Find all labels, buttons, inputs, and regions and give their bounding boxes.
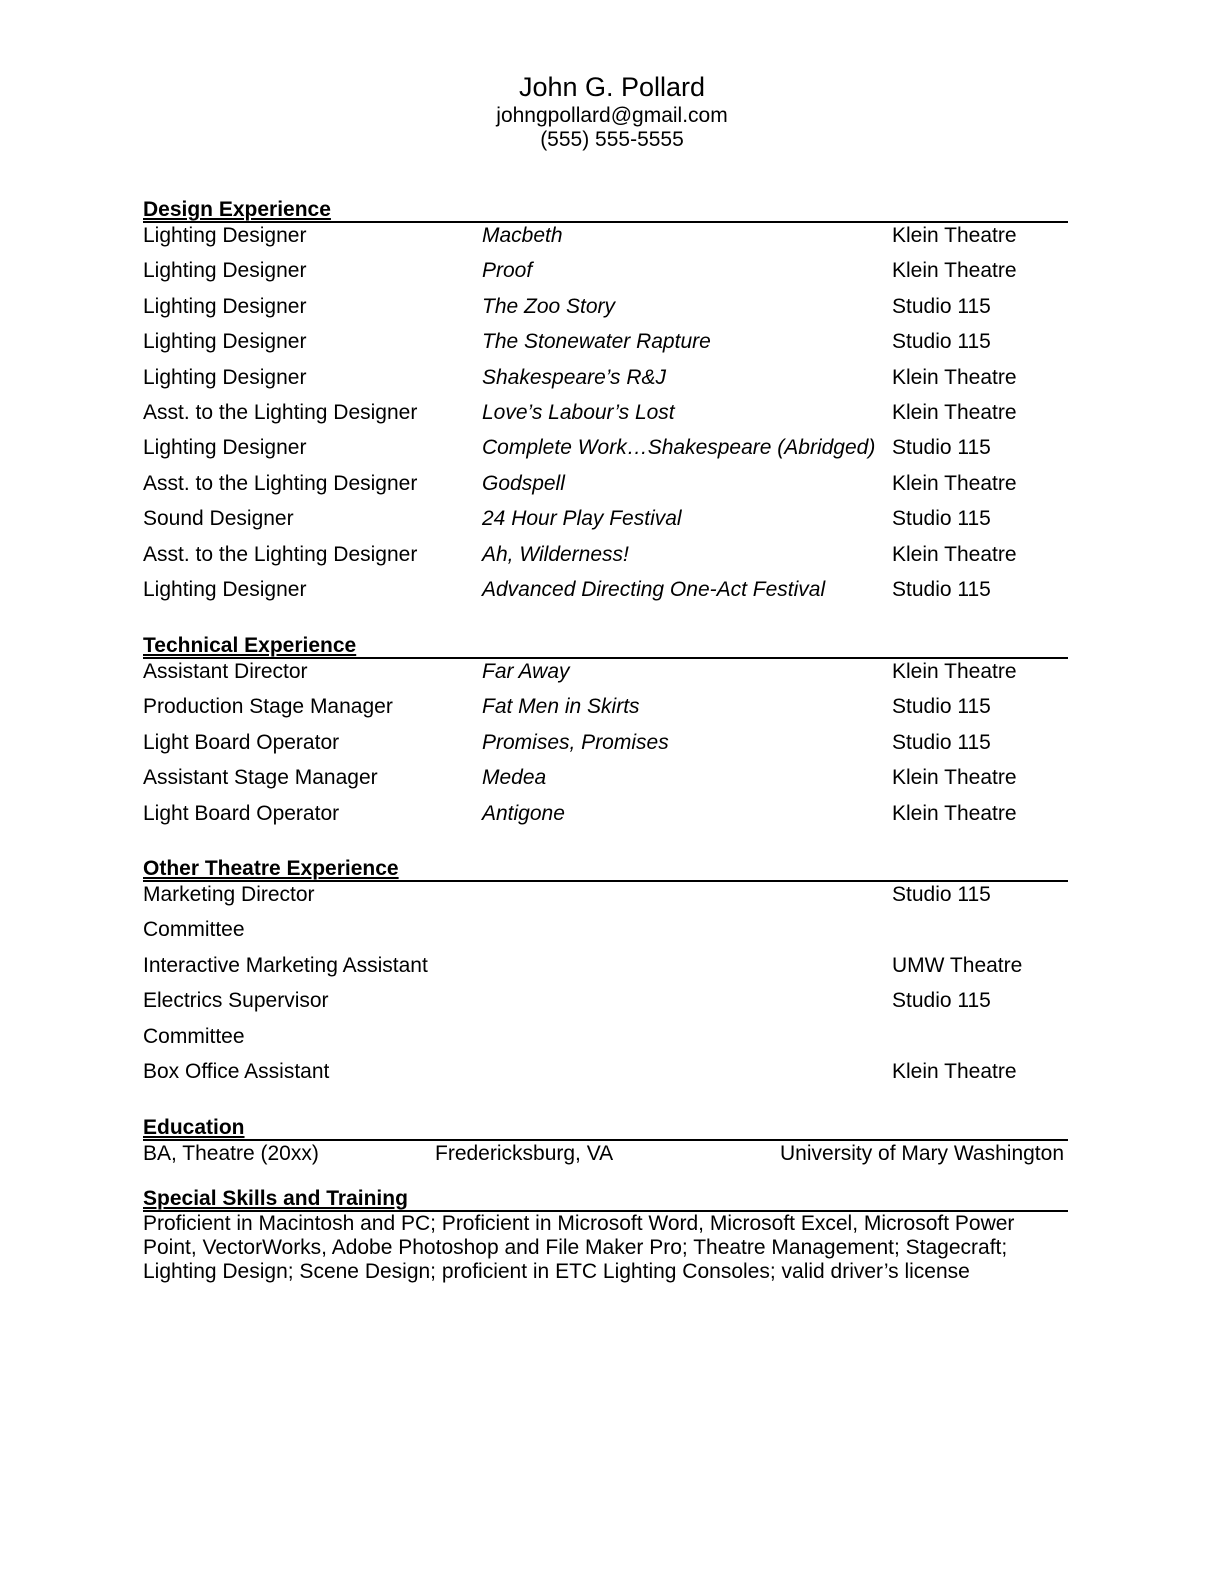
technical-experience-section	[143, 635, 1068, 836]
section-title-design: Design Experience	[143, 199, 1068, 223]
section-title-technical: Technical Experience	[143, 635, 1068, 659]
show-title: The Zoo Story	[482, 294, 616, 318]
design-row	[143, 258, 1068, 293]
venue: Studio 115	[892, 695, 991, 719]
section-title-skills: Special Skills and Training	[143, 1188, 1068, 1212]
other-row	[143, 882, 1068, 917]
design-row	[143, 223, 1068, 258]
role: Production Stage Manager	[143, 695, 393, 719]
venue: Studio 115	[892, 577, 991, 601]
venue: Klein Theatre	[892, 400, 1017, 424]
venue: Klein Theatre	[892, 365, 1017, 389]
show-title: Proof	[482, 259, 533, 283]
role: Lighting Designer	[143, 365, 307, 389]
role: Interactive Marketing Assistant	[143, 953, 428, 977]
show-title: Promises, Promises	[482, 730, 669, 754]
school-name: University of Mary Washington	[780, 1142, 1064, 1165]
role: Lighting Designer	[143, 330, 307, 354]
role: Light Board Operator	[143, 801, 340, 825]
venue: Studio 115	[892, 294, 991, 318]
other-row	[143, 1024, 1068, 1059]
show-title: Antigone	[482, 801, 565, 825]
role: Asst. to the Lighting Designer	[143, 471, 418, 495]
design-row	[143, 506, 1068, 541]
education-row	[143, 1141, 1068, 1167]
skills-line: Point, VectorWorks, Adobe Photoshop and File Maker Pro; Theatre Management; Stagecraft;	[143, 1236, 1008, 1259]
venue: Klein Theatre	[892, 471, 1017, 495]
design-row	[143, 577, 1068, 612]
venue: Klein Theatre	[892, 259, 1017, 283]
role: Lighting Designer	[143, 259, 307, 283]
degree: BA, Theatre (20xx)	[143, 1142, 319, 1165]
technical-row	[143, 694, 1068, 729]
design-row	[143, 365, 1068, 400]
venue: Studio 115	[892, 330, 991, 354]
role: Box Office Assistant	[143, 1059, 330, 1083]
venue: Studio 115	[892, 730, 991, 754]
other-experience-section	[143, 858, 1068, 1094]
technical-row	[143, 730, 1068, 765]
design-row	[143, 435, 1068, 470]
design-rows	[143, 223, 1068, 612]
show-title: Shakespeare’s R&J	[482, 365, 667, 389]
phone-number: (555) 555-5555	[540, 128, 684, 151]
other-row	[143, 988, 1068, 1023]
role: Lighting Designer	[143, 224, 307, 247]
other-row	[143, 917, 1068, 952]
role: Marketing Director	[143, 883, 315, 906]
show-title: Fat Men in Skirts	[482, 695, 640, 719]
other-row	[143, 1059, 1068, 1094]
design-row	[143, 542, 1068, 577]
show-title: Far Away	[482, 660, 570, 683]
venue: Klein Theatre	[892, 766, 1017, 790]
venue: Studio 115	[892, 507, 991, 531]
venue: Studio 115	[892, 883, 991, 906]
show-title: Godspell	[482, 471, 565, 495]
technical-row	[143, 659, 1068, 694]
show-title: 24 Hour Play Festival	[482, 507, 682, 531]
role: Asst. to the Lighting Designer	[143, 542, 418, 566]
venue: Studio 115	[892, 436, 991, 460]
skills-line: Lighting Design; Scene Design; proficient in ETC Lighting Consoles; valid driver’s license	[143, 1260, 970, 1283]
role: Committee	[143, 1024, 245, 1048]
venue: Klein Theatre	[892, 224, 1017, 247]
design-row	[143, 400, 1068, 435]
role: Lighting Designer	[143, 436, 307, 460]
show-title: Advanced Directing One-Act Festival	[482, 577, 826, 601]
other-row	[143, 953, 1068, 988]
venue: Klein Theatre	[892, 542, 1017, 566]
applicant-name: John G. Pollard	[518, 72, 706, 102]
role: Asst. to the Lighting Designer	[143, 400, 418, 424]
venue: Klein Theatre	[892, 1059, 1017, 1083]
show-title: Complete Work…Shakespeare (Abridged)	[482, 436, 876, 460]
role: Committee	[143, 918, 245, 942]
education-section	[143, 1117, 1068, 1167]
skills-text	[143, 1212, 1068, 1284]
role: Electrics Supervisor	[143, 989, 329, 1013]
venue: Klein Theatre	[892, 660, 1017, 683]
school-location: Fredericksburg, VA	[435, 1142, 614, 1165]
resume-header	[0, 70, 1224, 152]
skills-section	[143, 1188, 1068, 1284]
section-title-other: Other Theatre Experience	[143, 858, 1068, 882]
show-title: The Stonewater Rapture	[482, 330, 711, 354]
role: Assistant Director	[143, 660, 308, 683]
design-row	[143, 294, 1068, 329]
design-row	[143, 329, 1068, 364]
technical-rows	[143, 659, 1068, 836]
venue: Studio 115	[892, 989, 991, 1013]
show-title: Ah, Wilderness!	[482, 542, 629, 566]
venue: UMW Theatre	[892, 953, 1023, 977]
email-address: johngpollard@gmail.com	[496, 104, 728, 127]
role: Light Board Operator	[143, 730, 340, 754]
show-title: Love’s Labour’s Lost	[482, 400, 675, 424]
show-title: Macbeth	[482, 224, 563, 247]
role: Lighting Designer	[143, 577, 307, 601]
role: Sound Designer	[143, 507, 294, 531]
other-rows	[143, 882, 1068, 1094]
section-title-education: Education	[143, 1117, 1068, 1141]
technical-row	[143, 765, 1068, 800]
skills-line: Proficient in Macintosh and PC; Proficient in Microsoft Word, Microsoft Excel, Microsoft Power	[143, 1212, 1015, 1235]
venue: Klein Theatre	[892, 801, 1017, 825]
show-title: Medea	[482, 766, 547, 790]
technical-row	[143, 801, 1068, 836]
role: Lighting Designer	[143, 294, 307, 318]
role: Assistant Stage Manager	[143, 766, 378, 790]
design-row	[143, 471, 1068, 506]
design-experience-section	[143, 199, 1068, 612]
